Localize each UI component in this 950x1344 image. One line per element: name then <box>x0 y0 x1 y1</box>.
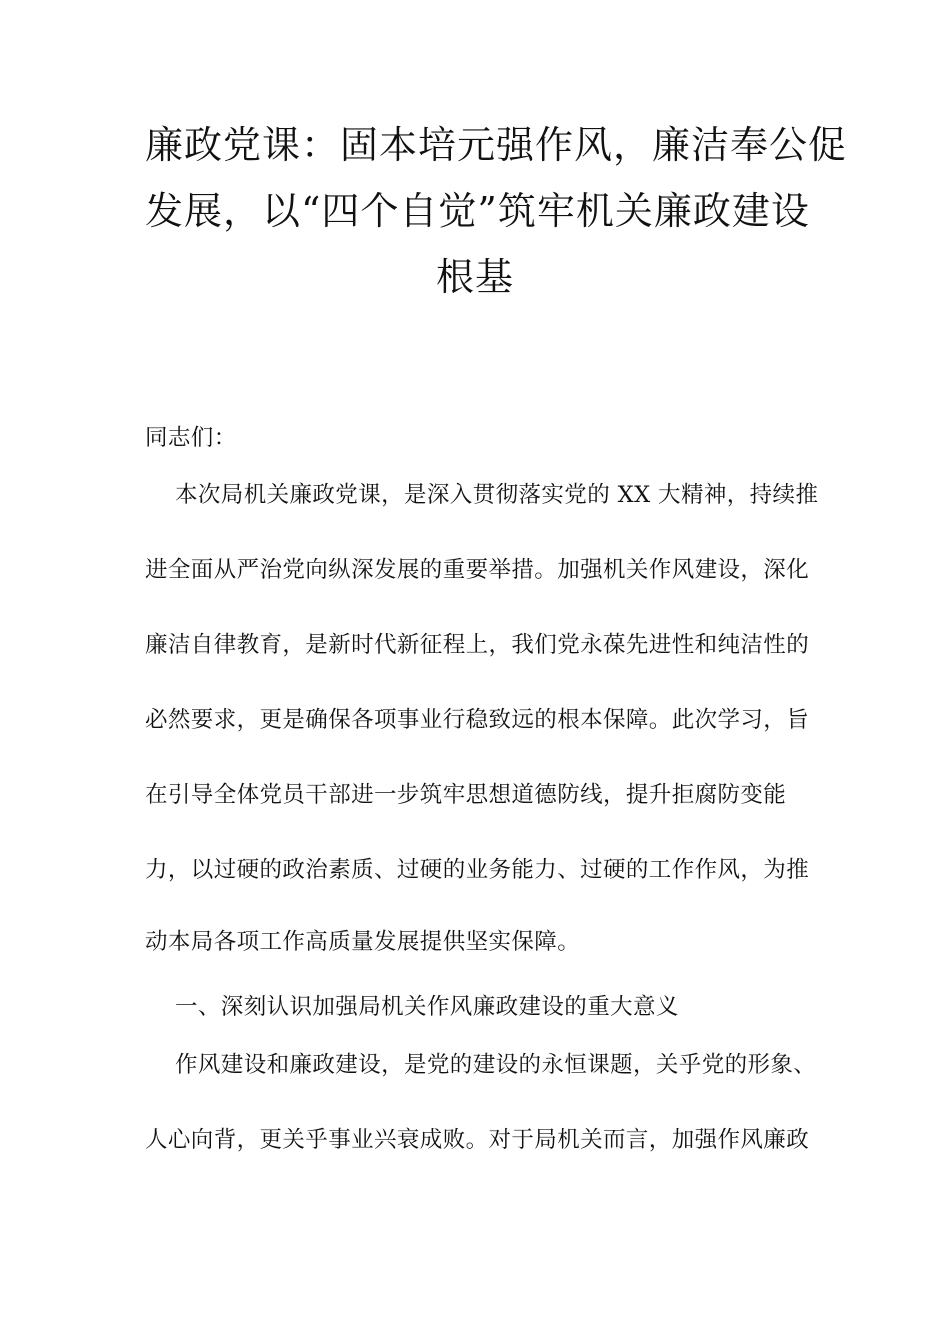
intro-paragraph-line: 在引导全体党员干部进一步筑牢思想道德防线，提升拒腐防变能 <box>145 782 787 808</box>
intro-paragraph-line: 本次局机关廉政党课，是深入贯彻落实党的 XX 大精神，持续推 <box>175 482 819 508</box>
title-line-2: 发展，以“四个自觉”筑牢机关廉政建设 <box>145 189 810 233</box>
title-line-3: 根基 <box>435 255 514 299</box>
intro-paragraph-line: 廉洁自律教育，是新时代新征程上，我们党永葆先进性和纯洁性的 <box>145 632 810 658</box>
section-paragraph-line: 作风建设和廉政建设，是党的建设的永恒课题，关乎党的形象、 <box>175 1052 817 1078</box>
section-heading: 一、深刻认识加强局机关作风廉政建设的重大意义 <box>175 994 679 1020</box>
section-paragraph-line: 人心向背，更关乎事业兴衰成败。对于局机关而言，加强作风廉政 <box>145 1127 810 1153</box>
intro-paragraph-line: 必然要求，更是确保各项事业行稳致远的根本保障。此次学习，旨 <box>145 707 810 733</box>
document-title <box>145 112 848 310</box>
intro-paragraph-line: 动本局各项工作高质量发展提供坚实保障。 <box>145 929 581 955</box>
intro-paragraph-line: 进全面从严治党向纵深发展的重要举措。加强机关作风建设，深化 <box>145 557 810 583</box>
salutation: 同志们： <box>145 425 237 451</box>
intro-paragraph-line: 力，以过硬的政治素质、过硬的业务能力、过硬的工作作风，为推 <box>145 857 810 883</box>
title-line-1: 廉政党课：固本培元强作风，廉洁奉公促 <box>145 123 848 167</box>
